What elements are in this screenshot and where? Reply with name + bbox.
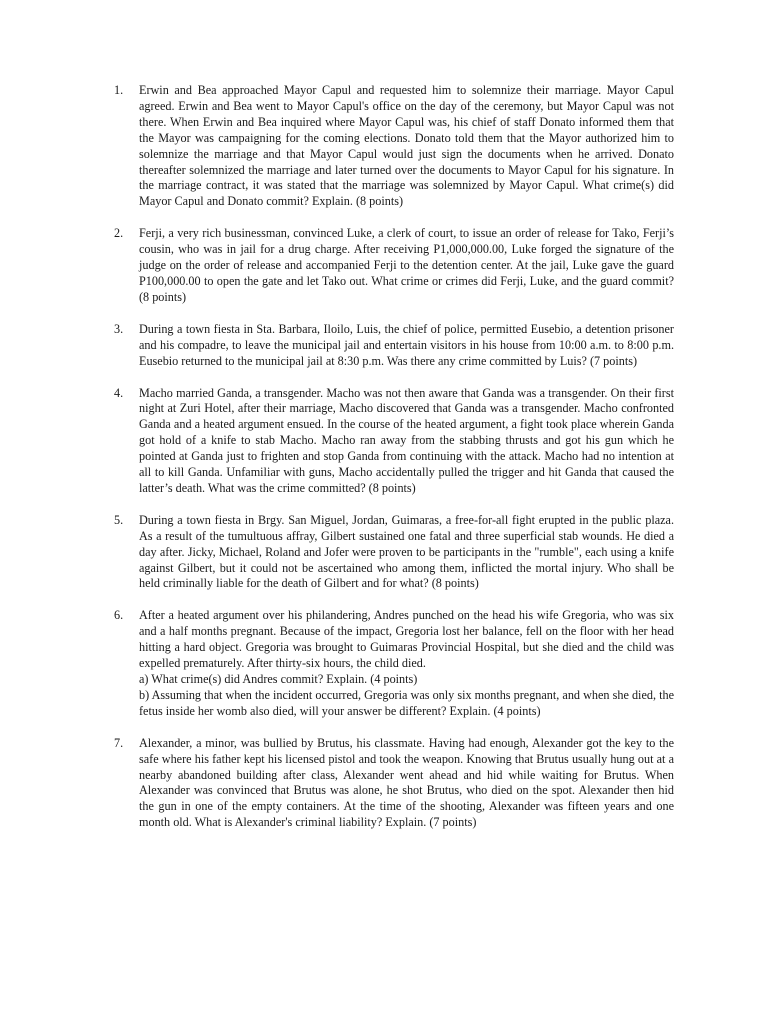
question-7 xyxy=(114,736,674,831)
question-number: 5. xyxy=(114,512,124,527)
question-4 xyxy=(114,386,674,497)
question-text: Ferji, a very rich businessman, convinced Luke, a clerk of court, to issue an order of release for Tako, Ferji’s cousin, who was in jail for a drug charge. After receiving P1,000,000.00, Luke forged the signature of the judge on the order of release and accompanied Ferji to the detention center. At the jail, Luke gave the guard P100,000.00 to open the gate and let Tako out. What crime or crimes did Ferji, Luke, and the guard commit? (8 points) xyxy=(139,226,674,304)
question-3 xyxy=(114,322,674,370)
question-6 xyxy=(114,608,674,719)
question-number: 1. xyxy=(114,83,124,97)
question-number: 3. xyxy=(114,321,124,336)
sub-question-b: b) Assuming that when the incident occurred, Gregoria was only six months pregnant, and when she died, the fetus inside her womb also died, will your answer be different? Explain. (4 points) xyxy=(139,687,674,718)
question-2 xyxy=(114,226,674,306)
question-text: During a town fiesta in Sta. Barbara, Iloilo, Luis, the chief of police, permitted Eusebio, a detention prisoner and his compadre, to leave the municipal jail and entertain visitors in his house from 10:00 a.m. to 8:00 p.m. Eusebio returned to the municipal jail at 8:30 p.m. Was there any crime committed by Luis? (7 points) xyxy=(139,321,674,368)
question-number: 2. xyxy=(114,226,124,241)
question-5 xyxy=(114,513,674,593)
question-list xyxy=(114,83,674,847)
question-number: 6. xyxy=(114,608,124,623)
question-text: Erwin and Bea approached Mayor Capul and requested him to solemnize their marriage. Mayor Capul agreed. Erwin and Bea went to Mayor Capul's office on the day of the ceremony, but Mayor Capul was not there. When Erwin and Bea inquired where Mayor Capul was, his chief of staff Donato informed them that the Mayor was campaigning for the coming elections. Donato told them that the Mayor authorized him to solemnize the marriage and that Mayor Capul would just sign the documents when he arrived. Donato thereafter solemnized the marriage and later turned over the documents to Mayor Capul for his signature. In the marriage contract, it was stated that the marriage was solemnized by Mayor Capul. What crime(s) did Mayor Capul and Donato commit? Explain. (8 points) xyxy=(139,83,674,209)
question-text: Alexander, a minor, was bullied by Brutus, his classmate. Having had enough, Alexander got the key to the safe where his father kept his licensed pistol and took the weapon. Knowing that Brutus usually hung out at a nearby abandoned building after class, Alexander went ahead and hid while waiting for Brutus. When Alexander was convinced that Brutus was alone, he shot Brutus, who died on the spot. Alexander then hid the gun in one of the empty containers. At the time of the shooting, Alexander was fifteen years and one month old. What is Alexander's criminal liability? Explain. (7 points) xyxy=(139,735,674,830)
question-text: Macho married Ganda, a transgender. Macho was not then aware that Ganda was a transgender. On their first night at Zuri Hotel, after their marriage, Macho discovered that Ganda was a transgender. Macho confronted Ganda and a heated argument ensued. In the course of the heated argument, a fight took place wherein Ganda got hold of a knife to stab Macho. Macho ran away from the stabbing thrusts and got his gun which he pointed at Ganda just to frighten and stop Ganda from continuing with the attack. Macho had no intention at all to kill Ganda. Unfamiliar with guns, Macho accidentally pulled the trigger and hit Ganda that caused the latter’s death. What was the crime committed? (8 points) xyxy=(139,385,674,495)
sub-question-a: a) What crime(s) did Andres commit? Explain. (4 points) xyxy=(139,672,418,686)
question-1 xyxy=(114,83,674,210)
question-number: 7. xyxy=(114,735,124,750)
question-number: 4. xyxy=(114,385,124,400)
question-text: During a town fiesta in Brgy. San Miguel, Jordan, Guimaras, a free-for-all fight erupted in the public plaza. As a result of the tumultuous affray, Gilbert sustained one fatal and three superficial stab wounds. He died a day after. Jicky, Michael, Roland and Jofer were proven to be participants in the "rumble", each using a knife against Gilbert, but it could not be ascertained who among them, inflicted the mortal injury. Who shall be held criminally liable for the death of Gilbert and for what? (8 points) xyxy=(139,512,674,591)
question-text: After a heated argument over his philandering, Andres punched on the head his wife Gregoria, who was six and a half months pregnant. Because of the impact, Gregoria lost her balance, fell on the floor with her head hitting a hard object. Gregoria was brought to Guimaras Provincial Hospital, but she died and the child was expelled prematurely. After thirty-six hours, the child died. xyxy=(139,608,674,671)
